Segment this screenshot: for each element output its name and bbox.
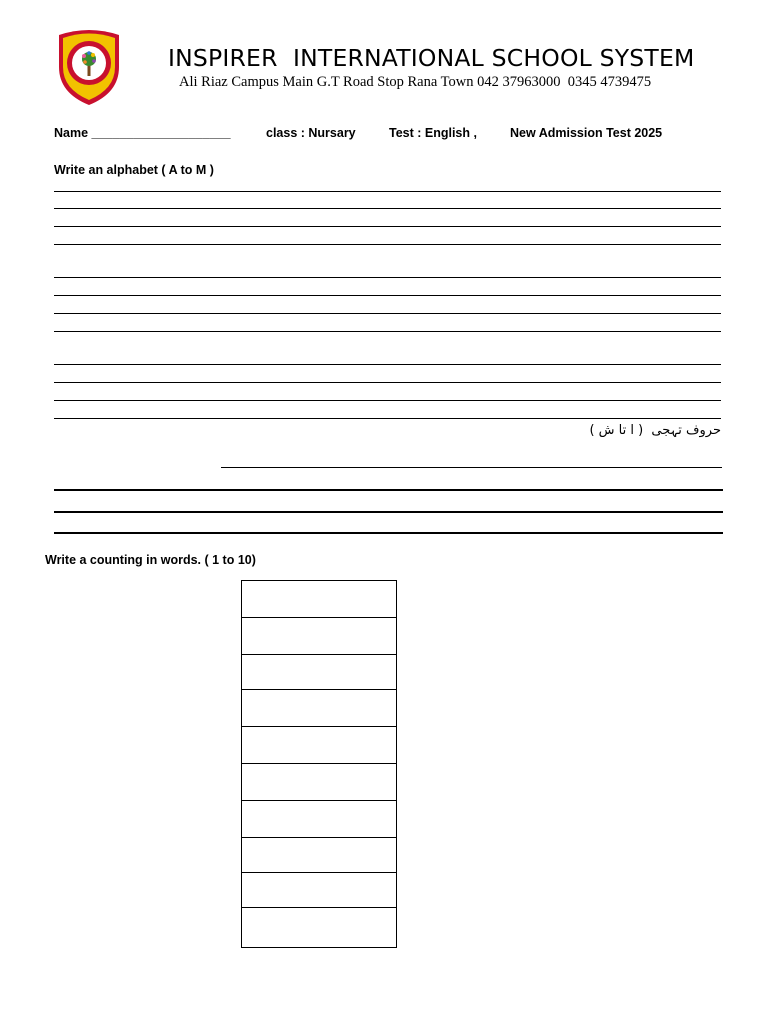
- answer-cell[interactable]: [242, 690, 397, 727]
- table-row: [242, 908, 397, 948]
- class-label: class : Nursary: [266, 126, 356, 140]
- answer-cell[interactable]: [242, 838, 397, 873]
- writing-line[interactable]: [54, 226, 721, 227]
- answer-cell[interactable]: [242, 581, 397, 618]
- alphabet-heading: Write an alphabet ( A to M ): [54, 163, 214, 177]
- writing-line[interactable]: [54, 382, 721, 383]
- writing-line[interactable]: [54, 191, 721, 192]
- name-field[interactable]: Name ____________________: [54, 126, 231, 140]
- writing-line[interactable]: [54, 489, 723, 491]
- table-row: [242, 801, 397, 838]
- writing-line[interactable]: [54, 364, 721, 365]
- counting-answer-table: [241, 580, 397, 948]
- answer-cell[interactable]: [242, 655, 397, 690]
- writing-line[interactable]: [54, 313, 721, 314]
- table-row: [242, 873, 397, 908]
- writing-line[interactable]: [54, 532, 723, 534]
- table-row: [242, 655, 397, 690]
- school-address: Ali Riaz Campus Main G.T Road Stop Rana Town 042 37963000 0345 4739475: [179, 74, 652, 90]
- writing-line[interactable]: [54, 244, 721, 245]
- writing-line[interactable]: [54, 418, 721, 419]
- writing-line[interactable]: [54, 295, 721, 296]
- writing-line[interactable]: [54, 277, 721, 278]
- table-row: [242, 764, 397, 801]
- school-name: INSPIRER INTERNATIONAL SCHOOL SYSTEM: [168, 44, 695, 72]
- writing-line[interactable]: [54, 511, 723, 513]
- writing-line[interactable]: [221, 467, 722, 468]
- writing-line[interactable]: [54, 331, 721, 332]
- answer-cell[interactable]: [242, 908, 397, 948]
- admission-label: New Admission Test 2025: [510, 126, 663, 140]
- table-row: [242, 618, 397, 655]
- answer-cell[interactable]: [242, 873, 397, 908]
- counting-heading: Write a counting in words. ( 1 to 10): [45, 553, 256, 567]
- writing-line[interactable]: [54, 208, 721, 209]
- urdu-alphabet-heading: حروف تہجی ( ا تا ش ): [589, 423, 721, 438]
- answer-cell[interactable]: [242, 801, 397, 838]
- answer-cell[interactable]: [242, 618, 397, 655]
- answer-cell[interactable]: [242, 727, 397, 764]
- table-row: [242, 581, 397, 618]
- test-label: Test : English ,: [389, 126, 477, 140]
- table-row: [242, 838, 397, 873]
- answer-cell[interactable]: [242, 764, 397, 801]
- table-row: [242, 727, 397, 764]
- writing-line[interactable]: [54, 400, 721, 401]
- school-logo: [53, 25, 125, 107]
- table-row: [242, 690, 397, 727]
